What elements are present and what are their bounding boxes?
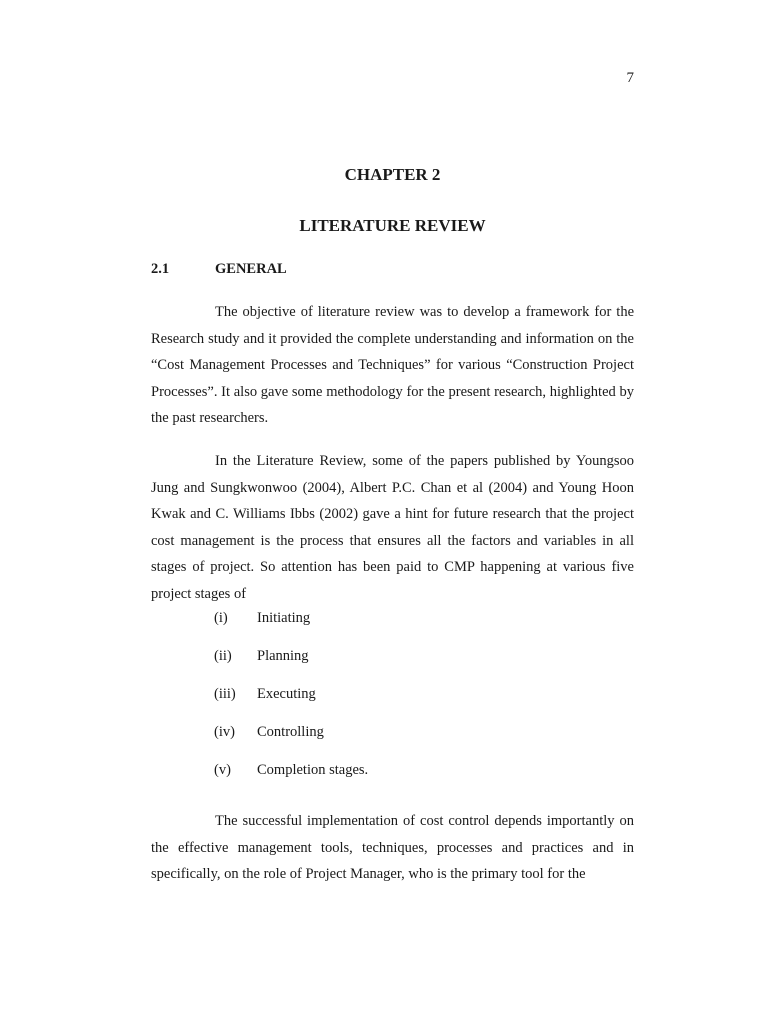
paragraph-cost-control: The successful implementation of cost control depends importantly on the effective management tools, techniques, processes and practices and in specifically, on the role of Project Manager, who is the primary tool for the — [151, 813, 634, 882]
list-item-marker: (ii) — [214, 648, 232, 664]
list-item-label: Planning — [257, 648, 309, 664]
list-item-marker: (iii) — [214, 686, 236, 702]
list-item-marker: (i) — [214, 610, 228, 626]
section-heading — [151, 261, 287, 278]
paragraph-literature-review: In the Literature Review, some of the papers published by Youngsoo Jung and Sungkwonwoo (2004), Albert P.C. Chan et al (2004) and Young Hoon Kwak and C. Williams Ibbs (2002) gave a hint for future research that the project cost management is the process that ensures all the factors and variables in all stages of project. So attention has been paid to CMP happening at various five project stages of — [151, 453, 634, 602]
paragraph-objective: The objective of literature review was to develop a framework for the Research study and it provided the complete understanding and information on the “Cost Management Processes and Techniques” for various “Construction Project Processes”. It also gave some methodology for the present research, highlighted by the past researchers. — [151, 304, 634, 426]
section-title: GENERAL — [215, 261, 287, 277]
project-stages-list — [214, 610, 368, 800]
list-item — [214, 610, 368, 648]
page-number: 7 — [626, 70, 634, 86]
list-item-label: Initiating — [257, 610, 311, 626]
list-item-label: Executing — [257, 686, 316, 702]
list-item-label: Completion stages. — [257, 762, 369, 778]
list-item-label: Controlling — [257, 724, 324, 740]
list-item — [214, 724, 368, 762]
list-item-marker: (v) — [214, 762, 231, 778]
list-item — [214, 648, 368, 686]
chapter-heading: CHAPTER 2 — [344, 165, 441, 184]
section-number: 2.1 — [151, 261, 170, 277]
list-item-marker: (iv) — [214, 724, 235, 740]
chapter-title: LITERATURE REVIEW — [299, 216, 486, 235]
list-item — [214, 686, 368, 724]
list-item — [214, 762, 368, 800]
